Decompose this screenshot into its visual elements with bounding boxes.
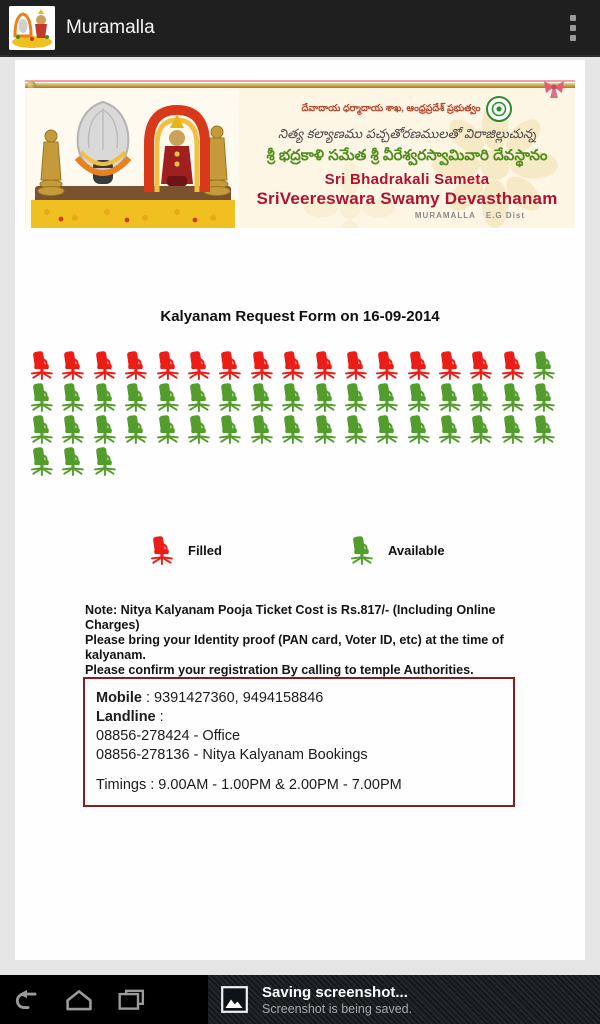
seat-available-icon[interactable] bbox=[250, 383, 281, 415]
seat-available-icon[interactable] bbox=[313, 383, 344, 415]
seat-available-icon[interactable] bbox=[375, 383, 406, 415]
seat-available-icon[interactable] bbox=[375, 415, 406, 447]
deity-photo bbox=[27, 88, 239, 228]
seat-filled-icon[interactable] bbox=[156, 351, 187, 383]
seat-available-icon[interactable] bbox=[124, 383, 155, 415]
seat-row bbox=[30, 447, 570, 479]
seat-filled-icon[interactable] bbox=[407, 351, 438, 383]
seat-grid bbox=[30, 351, 570, 479]
toast-title: Saving screenshot... bbox=[262, 983, 408, 1001]
seat-available-icon[interactable] bbox=[501, 383, 532, 415]
banner-text-block bbox=[239, 90, 575, 228]
back-icon bbox=[13, 989, 41, 1011]
app-logo-icon[interactable] bbox=[9, 6, 55, 50]
seat-available-icon[interactable] bbox=[281, 383, 312, 415]
banner-top-border bbox=[25, 80, 575, 82]
seat-available-icon[interactable] bbox=[30, 383, 61, 415]
seat-available-icon[interactable] bbox=[532, 383, 563, 415]
seat-available-icon[interactable] bbox=[156, 415, 187, 447]
seat-available-icon[interactable] bbox=[93, 447, 124, 479]
seat-legend bbox=[150, 536, 445, 565]
legend-available-label: Available bbox=[387, 543, 445, 558]
seat-available-icon[interactable] bbox=[469, 383, 500, 415]
home-button[interactable] bbox=[65, 989, 93, 1011]
seat-available-icon[interactable] bbox=[218, 415, 249, 447]
contact-box bbox=[83, 677, 515, 807]
seat-available-icon[interactable] bbox=[281, 415, 312, 447]
seat-available-icon[interactable] bbox=[156, 383, 187, 415]
seat-filled-icon[interactable] bbox=[501, 351, 532, 383]
temple-location: MURAMALLA E.G Dist bbox=[414, 211, 525, 220]
form-title: Kalyanam Request Form on 16-09-2014 bbox=[160, 308, 440, 325]
contact-mobile-line: Mobile : 9391427360, 9494158846 bbox=[96, 690, 324, 706]
action-bar bbox=[0, 0, 600, 57]
seat-available-icon[interactable] bbox=[218, 383, 249, 415]
note-line-3: Please confirm your registration By calling to temple Authorities. bbox=[85, 663, 474, 677]
temple-name-telugu: శ్రీ భద్రకాళి సమేత శ్రీ వీరేశ్వరస్వామివారి దేవస్థానం bbox=[266, 147, 548, 164]
seat-available-icon[interactable] bbox=[532, 415, 563, 447]
toast-subtitle: Screenshot is being saved. bbox=[262, 1001, 413, 1016]
seat-available-icon[interactable] bbox=[30, 447, 61, 479]
recents-icon bbox=[117, 989, 145, 1011]
home-icon bbox=[65, 989, 93, 1011]
seat-filled-icon[interactable] bbox=[30, 351, 61, 383]
seat-filled-icon[interactable] bbox=[375, 351, 406, 383]
seat-filled-icon[interactable] bbox=[344, 351, 375, 383]
ap-govt-emblem-icon bbox=[486, 96, 512, 122]
content-panel bbox=[15, 60, 585, 960]
seat-filled-icon[interactable] bbox=[124, 351, 155, 383]
seat-available-icon[interactable] bbox=[61, 447, 92, 479]
seat-available-icon[interactable] bbox=[187, 383, 218, 415]
seat-available-icon[interactable] bbox=[93, 415, 124, 447]
tagline-telugu: నిత్య కల్యాణము పచ్చతోరణములతో విరాజిల్లుచున్న bbox=[278, 126, 536, 141]
seat-filled-icon[interactable] bbox=[250, 351, 281, 383]
seat-filled-icon[interactable] bbox=[218, 351, 249, 383]
seat-row bbox=[30, 415, 570, 447]
seat-filled-icon[interactable] bbox=[187, 351, 218, 383]
seat-row bbox=[30, 383, 570, 415]
seat-filled-icon[interactable] bbox=[61, 351, 92, 383]
app-title: Muramalla bbox=[66, 16, 155, 38]
deity-idol bbox=[149, 110, 205, 192]
seat-available-icon[interactable] bbox=[124, 415, 155, 447]
seat-available-icon[interactable] bbox=[93, 383, 124, 415]
note-text bbox=[85, 603, 529, 678]
seat-available-icon[interactable] bbox=[250, 415, 281, 447]
seat-available-icon[interactable] bbox=[344, 415, 375, 447]
temple-name-english-line1: Sri Bhadrakali Sameta bbox=[324, 171, 490, 188]
overflow-menu-icon[interactable] bbox=[554, 0, 592, 55]
temple-banner bbox=[25, 80, 575, 228]
endowments-dept-line: దేవాదాయ ధర్మాదాయ శాఖ, ఆంధ్రప్రదేశ్ ప్రభుత్వం bbox=[301, 102, 481, 114]
legend-filled-icon bbox=[150, 536, 174, 565]
note-line-1: Note: Nitya Kalyanam Pooja Ticket Cost is Rs.817/- (Including Online Charges) bbox=[85, 603, 496, 632]
seat-available-icon[interactable] bbox=[344, 383, 375, 415]
screenshot-toast bbox=[208, 975, 600, 1024]
content-background bbox=[0, 57, 600, 975]
seat-available-icon[interactable] bbox=[469, 415, 500, 447]
screenshot-thumbnail-icon bbox=[221, 986, 248, 1013]
contact-landline-office: 08856-278424 - Office bbox=[96, 728, 241, 744]
seat-available-icon[interactable] bbox=[61, 383, 92, 415]
system-nav-bar bbox=[0, 975, 600, 1024]
seat-row bbox=[30, 351, 570, 383]
contact-landline-label: Landline : bbox=[96, 709, 164, 725]
back-button[interactable] bbox=[13, 989, 41, 1011]
seat-available-icon[interactable] bbox=[407, 383, 438, 415]
seat-available-icon[interactable] bbox=[501, 415, 532, 447]
seat-available-icon[interactable] bbox=[313, 415, 344, 447]
temple-name-english-line2: SriVeereswara Swamy Devasthanam bbox=[256, 189, 558, 208]
seat-available-icon[interactable] bbox=[187, 415, 218, 447]
seat-filled-icon[interactable] bbox=[281, 351, 312, 383]
recents-button[interactable] bbox=[117, 989, 145, 1011]
seat-available-icon[interactable] bbox=[407, 415, 438, 447]
seat-available-icon[interactable] bbox=[30, 415, 61, 447]
seat-available-icon[interactable] bbox=[61, 415, 92, 447]
contact-landline-bookings: 08856-278136 - Nitya Kalyanam Bookings bbox=[96, 747, 368, 763]
seat-available-icon[interactable] bbox=[438, 383, 469, 415]
legend-filled-label: Filled bbox=[188, 543, 222, 558]
seat-available-icon[interactable] bbox=[532, 351, 563, 383]
note-line-2: Please bring your Identity proof (PAN card, Voter ID, etc) at the time of kalyanam. bbox=[85, 633, 504, 662]
seat-filled-icon[interactable] bbox=[93, 351, 124, 383]
legend-available-icon bbox=[350, 536, 374, 565]
contact-timings: Timings : 9.00AM - 1.00PM & 2.00PM - 7.00PM bbox=[96, 777, 402, 793]
seat-filled-icon[interactable] bbox=[469, 351, 500, 383]
seat-available-icon[interactable] bbox=[438, 415, 469, 447]
seat-filled-icon[interactable] bbox=[313, 351, 344, 383]
seat-filled-icon[interactable] bbox=[438, 351, 469, 383]
